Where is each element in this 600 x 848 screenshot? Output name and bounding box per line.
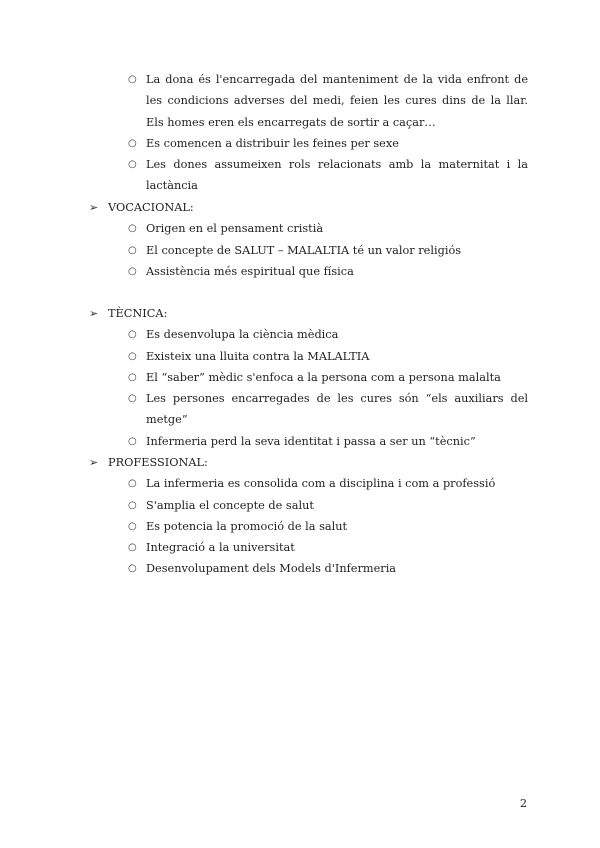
list-item-text: Integració a la universitat — [146, 541, 295, 555]
list-item — [0, 431, 600, 452]
circle-bullet-icon: ○ — [128, 223, 137, 235]
list-item-text: El “saber” mèdic s'enfoca a la persona com a persona malalta — [146, 370, 501, 384]
intro-list — [0, 69, 600, 197]
list-item — [0, 324, 600, 345]
list-item — [0, 154, 600, 197]
list-item-text: El concepte de SALUT – MALALTIA té un valor religiós — [146, 243, 462, 257]
circle-bullet-icon: ○ — [128, 435, 137, 447]
list-item — [0, 495, 600, 516]
list-item — [0, 558, 600, 579]
list-item — [0, 516, 600, 537]
list-item — [0, 537, 600, 558]
list-item-text: Existeix una lluita contra la MALALTIA — [146, 349, 370, 363]
section-vocacional — [0, 197, 600, 282]
circle-bullet-icon: ○ — [128, 137, 137, 149]
list-item-text: Les dones assumeixen rols relacionats amb la maternitat i la lactància — [146, 158, 528, 193]
list-item — [0, 473, 600, 494]
arrow-bullet-icon: ➢ — [89, 201, 99, 214]
list-item-text: Desenvolupament dels Models d'Infermeria — [146, 562, 397, 576]
list-item-text: Es comencen a distribuir les feines per sexe — [146, 136, 399, 150]
circle-bullet-icon: ○ — [128, 499, 137, 511]
list-item-text: S'amplia el concepte de salut — [146, 498, 314, 512]
page-number: 2 — [519, 797, 527, 810]
circle-bullet-icon: ○ — [128, 563, 137, 575]
list-item — [0, 133, 600, 154]
circle-bullet-icon: ○ — [128, 159, 137, 171]
circle-bullet-icon: ○ — [128, 244, 137, 256]
section-heading — [0, 452, 600, 473]
list-item-text: La infermeria es consolida com a disciplina i com a professió — [146, 477, 496, 491]
list-item — [0, 367, 600, 388]
list-item — [0, 240, 600, 261]
section-tecnica — [0, 303, 600, 452]
list-item — [0, 69, 600, 133]
circle-bullet-icon: ○ — [128, 542, 137, 554]
list-item-text: Infermeria perd la seva identitat i passa a ser un “tècnic” — [146, 434, 476, 448]
circle-bullet-icon: ○ — [128, 265, 137, 277]
circle-bullet-icon: ○ — [128, 74, 137, 85]
circle-bullet-icon: ○ — [128, 393, 137, 405]
circle-bullet-icon: ○ — [128, 350, 137, 362]
list-item-text: La dona és l'encarregada del manteniment de la vida enfront de les condicions adverses del medi, feien les cures dins de la llar. Els homes eren els encarregats de sortir a caçar… — [146, 73, 528, 129]
arrow-bullet-icon: ➢ — [89, 456, 99, 469]
section-heading-text: TÈCNICA: — [108, 307, 168, 320]
section-heading — [0, 197, 600, 218]
list-item-text: Es potencia la promoció de la salut — [146, 519, 348, 533]
list-item-text: Les persones encarregades de les cures són “els auxiliars del metge” — [146, 392, 528, 427]
arrow-bullet-icon: ➢ — [89, 307, 99, 320]
circle-bullet-icon: ○ — [128, 520, 137, 532]
list-item — [0, 261, 600, 282]
circle-bullet-icon: ○ — [128, 329, 137, 341]
section-heading — [0, 303, 600, 324]
section-professional — [0, 452, 600, 580]
list-item-text: Origen en el pensament cristià — [146, 222, 324, 236]
list-item-text: Es desenvolupa la ciència mèdica — [146, 328, 339, 342]
list-item — [0, 346, 600, 367]
circle-bullet-icon: ○ — [128, 371, 137, 383]
circle-bullet-icon: ○ — [128, 478, 137, 490]
section-heading-text: VOCACIONAL: — [108, 201, 194, 214]
list-item-text: Assistència més espiritual que física — [146, 264, 354, 278]
list-item — [0, 218, 600, 239]
list-item — [0, 388, 600, 431]
section-heading-text: PROFESSIONAL: — [108, 456, 208, 469]
